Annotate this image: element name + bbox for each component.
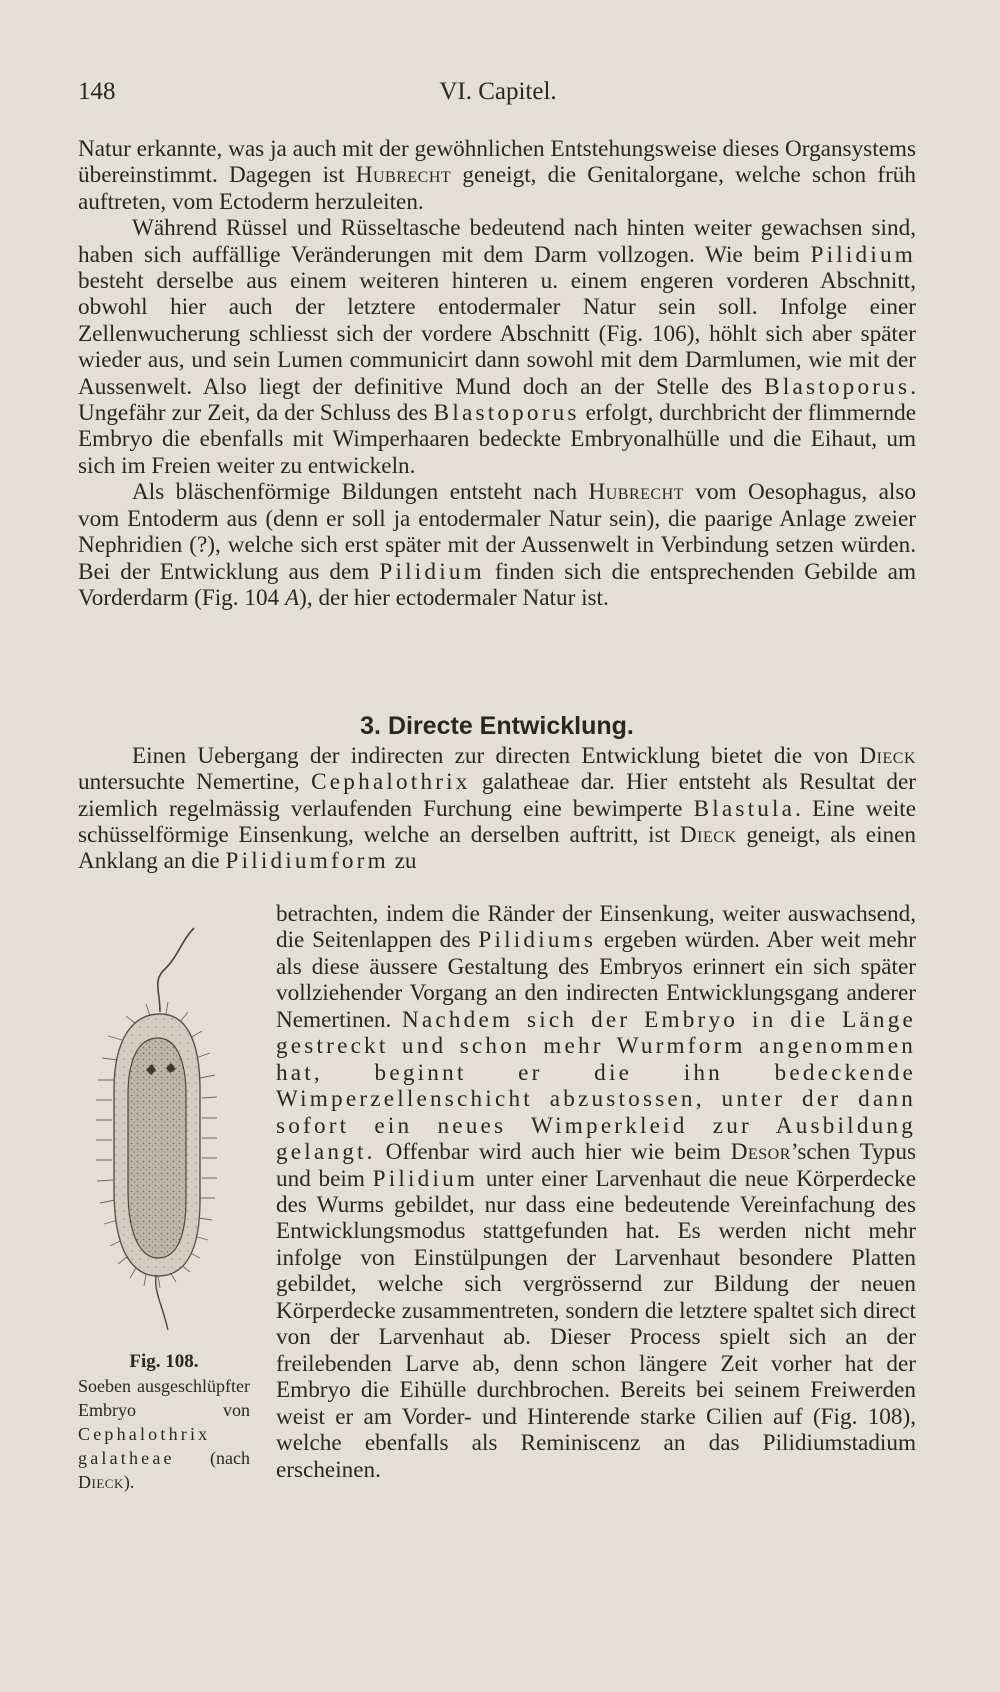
author-name: Dieck	[859, 743, 916, 769]
chapter-title: VI. Capitel.	[439, 78, 557, 105]
section-paragraph-full-width: Einen Uebergang der indirecten zur directen Entwicklung bietet die von Dieck untersuchte Nemertine, Cephalothrix galatheae dar. Hier entsteht als Resultat der ziemlich regelmässig verlaufenden Furchung eine bewimperte Blastula. Eine weite schüsselförmige Einsenkung, welche an derselben auftritt, ist Dieck geneigt, als einen Anklang an die Pilidiumform zu	[78, 743, 916, 875]
spaced-term: Pilidiumform	[225, 848, 389, 875]
spaced-term: Cephalothrix	[311, 769, 471, 796]
embryo-drawing	[82, 920, 252, 1340]
spaced-term: Blastoporus	[433, 400, 580, 427]
spaced-term: Pilidiums	[478, 927, 597, 954]
author-name: Dieck	[679, 821, 737, 848]
section-paragraph-beside-figure: betrachten, indem die Ränder der Einsenkung, weiter auswachsend, die Seitenlappen des Pilidiums ergeben würden. Aber weit mehr als diese äussere Gestaltung des Embryos erinnert ein sich später vollziehender Vorgang an den indirecten Entwicklungsgang anderer Nemertinen. Nachdem sich der Embryo in die Länge gestreckt und schon mehr Wurmform angenommen hat, beginnt er die ihn bedeckende Wimperzellenschicht abzustossen, unter der dann sofort ein neues Wimperkleid zur Ausbildung gelangt. Offenbar wird auch hier wie beim Desor’schen Typus und beim Pilidium unter einer Larvenhaut die neue Körperdecke des Wurms gebildet, nur dass eine bedeutende Vereinfachung des Entwicklungsmodus stattgefunden hat. Es werden nicht mehr infolge von Einstülpungen der Larvenhaut besondere Platten gebildet, welche sich vergrössernd zur Bildung der neuen Körperdecke zusammentreten, sondern die letztere spaltet sich direct von der Larvenhaut ab. Dieser Process spielt sich an der freilebenden Larve ab, denn schon längere Zeit vorher hat der Embryo die Eihülle durchbrochen. Bereits bei seinem Freiwerden weist er am Vorder- und Hinterende starke Cilien auf (Fig. 108), welche ebenfalls als Reminiscenz an das Pilidiumstadium erscheinen.	[276, 901, 916, 1483]
spaced-term: Pilidium	[810, 241, 916, 268]
spaced-term: Blastoporus	[764, 373, 911, 400]
section-heading: 3. Directe Entwicklung.	[360, 712, 634, 740]
spaced-term: Pilidium	[372, 1165, 479, 1192]
figure-caption: Fig. 108. Soeben ausgeschlüpfter Embryo von Cephalothrix galatheae (nach Dieck).	[78, 1351, 250, 1492]
body-text-top	[78, 136, 916, 611]
running-head	[78, 78, 918, 114]
spaced-term: Cephalothrix galatheae	[78, 1424, 211, 1468]
paragraph-1: Natur erkannte, was ja auch mit der gewöhnlichen Entstehungsweise dieses Organsystems übereinstimmt. Dagegen ist Hubrecht geneigt, die Genitalorgane, welche schon früh auftreten, vom Ectoderm herzuleiten.	[78, 136, 916, 215]
spaced-term: Pilidium	[379, 558, 485, 585]
figure-letter: A	[284, 584, 300, 611]
spaced-emphasis: Nachdem sich der Embryo in die Länge gestreckt und schon mehr Wurmform angenommen hat, beginnt er die ihn bedeckende Wimperzellenschicht abzustossen, unter der dann sofort ein neues Wimperkleid zur Ausbildung gelangt.	[276, 1006, 916, 1166]
paragraph-3: Als bläschenförmige Bildungen entsteht nach Hubrecht vom Oesophagus, also vom Entoderm aus (denn er soll ja entodermaler Natur sein), die paarige Anlage zweier Nephridien (?), welche sich erst später mit der Aussenwelt in Verbindung setzen würden. Bei der Entwicklung aus dem Pilidium finden sich die entsprechenden Gebilde am Vorderdarm (Fig. 104 A), der hier ectodermaler Natur ist.	[78, 479, 917, 611]
author-name: Hubrecht	[588, 479, 684, 506]
figure-embryo-illustration	[82, 920, 252, 1340]
page-number: 148	[78, 78, 116, 105]
paragraph-2: Während Rüssel und Rüsseltasche bedeutend nach hinten weiter gewachsen sind, haben sich auffällige Veränderungen mit dem Darm vollzogen. Wie beim Pilidium besteht derselbe aus einem weiteren hinteren u. einem engeren vorderen Abschnitt, obwohl hier auch der letztere entodermaler Natur sein soll. Infolge einer Zellenwucherung schliesst sich der vordere Abschnitt (Fig. 106), höhlt sich aber später wieder aus, und sein Lumen communicirt dann sowohl mit dem Darmlumen, wie mit der Aussenwelt. Also liegt der definitive Mund doch an der Stelle des Blastoporus. Ungefähr zur Zeit, da der Schluss des Blastoporus erfolgt, durchbricht der flimmernde Embryo die ebenfalls mit Wimperhaaren bedeckte Embryonalhülle und die Eihaut, um sich im Freien weiter zu entwickeln.	[78, 215, 916, 479]
figure-label: Fig. 108.	[129, 1351, 199, 1372]
author-name: Desor	[730, 1139, 791, 1166]
author-name: Dieck	[78, 1472, 124, 1492]
author-name: Hubrecht	[355, 162, 452, 189]
spaced-term: Blastula	[693, 795, 796, 822]
